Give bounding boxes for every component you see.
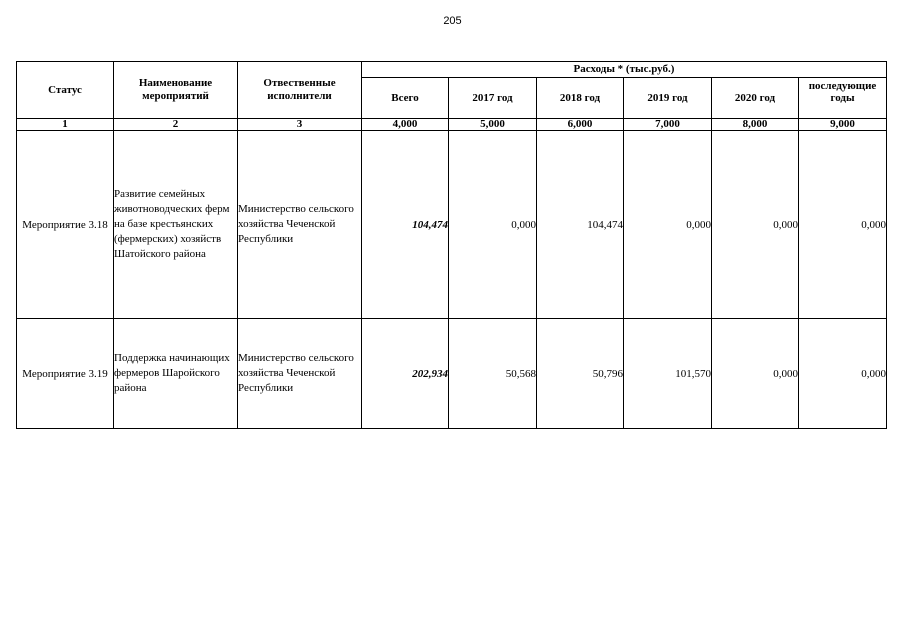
row-later-years: 0,000 [799,319,887,429]
row-total: 104,474 [362,131,449,319]
header-name: Наименование мероприятий [114,62,238,119]
row-total: 202,934 [362,319,449,429]
page-number: 205 [443,15,462,27]
header-responsible: Отвественные исполнители [238,62,362,119]
row-2019: 101,570 [624,319,712,429]
row-name: Развитие семейных животноводческих ферм на базе крестьянских (фермерских) хозяйств Шатойского района [114,131,238,319]
row-2017: 0,000 [449,131,537,319]
column-number: 9,000 [799,119,887,131]
column-number: 6,000 [537,119,624,131]
header-status: Статус [17,62,114,119]
row-status: Мероприятие 3.18 [17,131,114,319]
column-number-row [17,119,887,131]
row-responsible: Министерство сельского хозяйства Чеченской Республики [238,131,362,319]
row-name: Поддержка начинающих фермеров Шаройского района [114,319,238,429]
row-2018: 50,796 [537,319,624,429]
column-number: 5,000 [449,119,537,131]
header-2017: 2017 год [449,78,537,119]
table-row [17,319,887,429]
row-2020: 0,000 [712,131,799,319]
header-row-1 [17,62,887,78]
row-2020: 0,000 [712,319,799,429]
column-number: 1 [17,119,114,131]
row-responsible: Министерство сельского хозяйства Чеченской Республики [238,319,362,429]
table-row [17,131,887,319]
header-expenses: Расходы * (тыс.руб.) [362,62,887,78]
header-2019: 2019 год [624,78,712,119]
row-2018: 104,474 [537,131,624,319]
header-2018: 2018 год [537,78,624,119]
expenses-table [16,61,887,429]
header-2020: 2020 год [712,78,799,119]
column-number: 3 [238,119,362,131]
column-number: 8,000 [712,119,799,131]
header-later-years [799,78,887,119]
column-number: 4,000 [362,119,449,131]
column-number: 7,000 [624,119,712,131]
row-status: Мероприятие 3.19 [17,319,114,429]
header-total: Всего [362,78,449,119]
row-later-years: 0,000 [799,131,887,319]
column-number: 2 [114,119,238,131]
header-later-years-text: последующие годы [808,80,877,104]
row-2017: 50,568 [449,319,537,429]
row-2019: 0,000 [624,131,712,319]
